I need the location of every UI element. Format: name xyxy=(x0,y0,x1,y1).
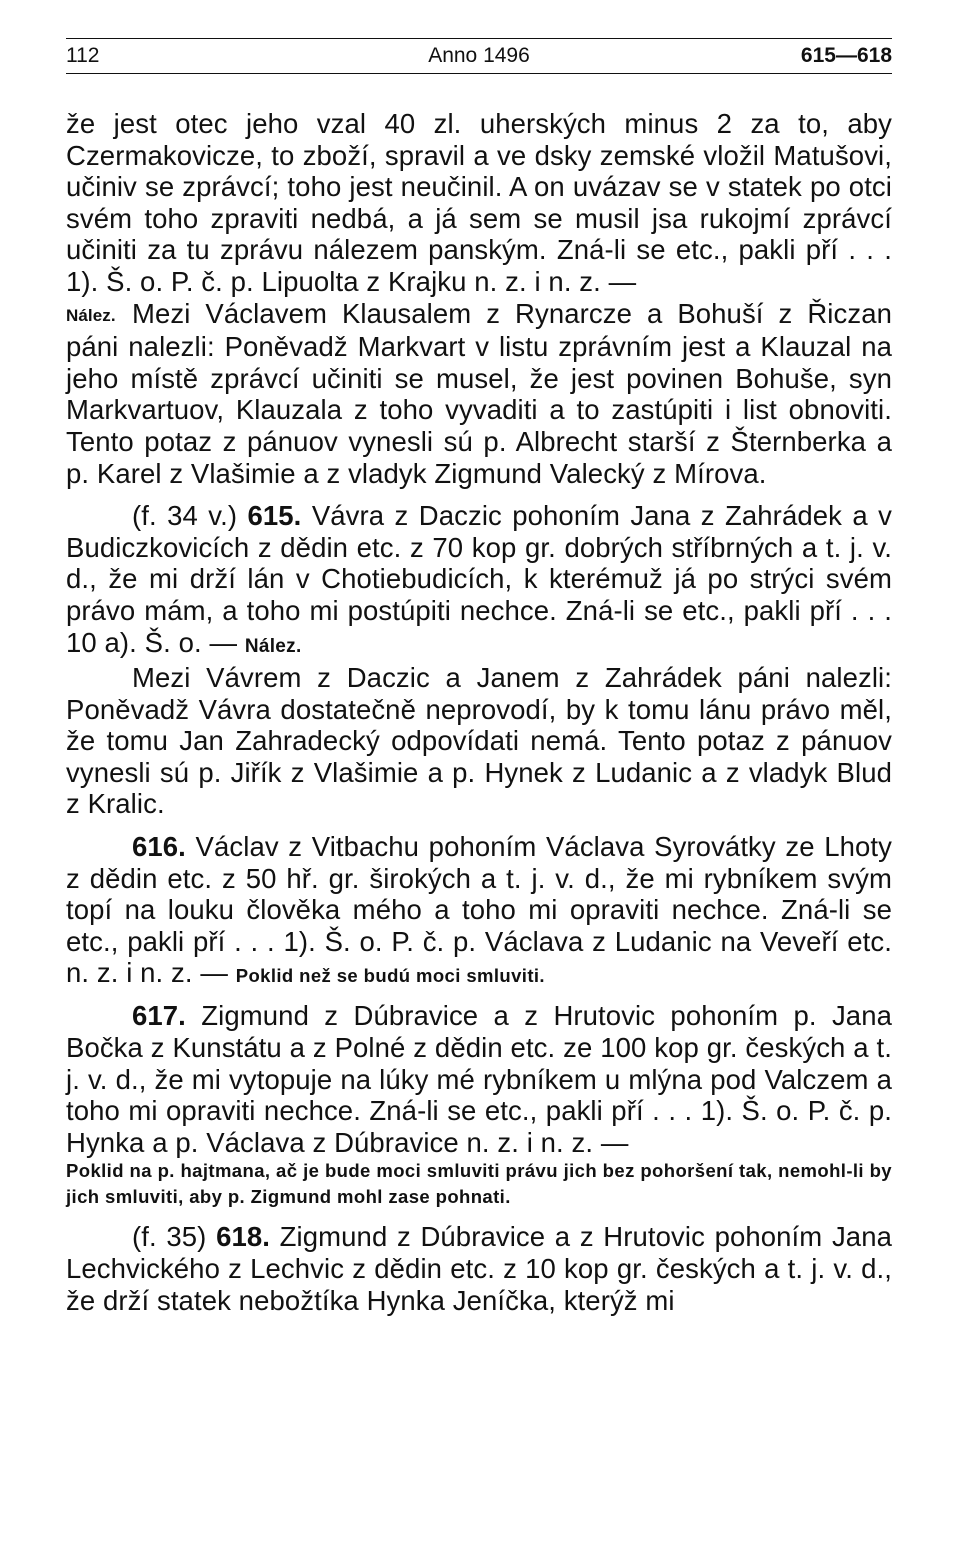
paragraph-continuation: že jest otec jeho vzal 40 zl. uherských minus 2 za to, aby Czermakovicze, to zboží, spravil a ve dsky zemské vložil Matušovi, učiniv se zprávcí; toho jest neučinil. A on uvázav se v statek po otci svém toho zpraviti nedbá, a já sem se musil jsa rukojmí zprávcí učiniti za tu zprávu nálezem panským. Zná-li se etc., pakli pří . . . 1). Š. o. P. č. p. Lipuolta z Krajku n. z. i n. z. — xyxy=(66,108,892,297)
body-text xyxy=(66,108,892,1316)
entry-number: 618. xyxy=(216,1221,270,1253)
entry-text: Václav z Vitbachu pohoním Václava Syrovátky ze Lhoty z dědin etc. z 50 hř. gr. širokých a t. j. v. d., že mi rybníkem svým topí na louku člověka mého a toho mi opraviti nechce. Zná-li se etc., pakli pří . . . 1). Š. o. P. č. p. Václava z Ludanic na Veveří etc. n. z. i n. z. — xyxy=(66,831,892,989)
entry-text: Vávra z Daczic pohoním Jana z Zahrádek a v Budiczkovicích z dědin etc. z 70 kop gr. dobrých stříbrných a t. j. v. d., že mi drží lán v Chotiebudicích, k kterémuž já po strýci svém právo mám, a toho mi postúpiti nechce. Zná-li se etc., pakli pří . . . 10 a). Š. o. — xyxy=(66,500,892,658)
paragraph-ruling-klausal xyxy=(66,298,892,490)
entry-text: Zigmund z Dúbravice a z Hrutovic pohoním p. Jana Bočka z Kunstátu a z Polné z dědin etc. ze 100 kop gr. českých a t. j. v. d., že mi vytopuje na lúky mé rybníkem u mlýna pod Valczem a toho mi opraviti nechce. Zná-li se etc., pakli pří . . . 1). Š. o. P. č. p. Hynka a p. Václava z Dúbravice n. z. i n. z. — xyxy=(66,1000,892,1158)
entry-number: 616. xyxy=(132,831,186,863)
entry-range: 615—618 xyxy=(800,44,892,67)
ruling-text: Mezi Václavem Klausalem z Rynarcze a Bohuší z Řiczan páni nalezli: Poněvadž Markvart v listu zprávním jest a Klauzal na jeho místě zprávcí učiniti se musel, že jest povinen Bohuše, syn Markvartuov, Klauzala z toho vyvaditi a to zastúpiti i list obnoviti. Tento potaz z pánuov vynesli sú p. Albrecht starší z Šternberka a p. Karel z Vlašimie a z vladyk Zigmund Valecký z Mírova. xyxy=(66,297,892,489)
entry-text: Zigmund z Dúbravice a z Hrutovic pohoním Jana Lechvického z Lechvic z dědin etc. z 10 kop gr. českých a t. j. v. d., že drží statek nebožtíka Hynka Jeníčka, kterýž mi xyxy=(66,1221,892,1316)
header-rule-top xyxy=(66,38,892,39)
running-title: Anno 1496 xyxy=(428,44,530,67)
entry-616 xyxy=(66,831,892,989)
folio-ref: (f. 34 v.) xyxy=(132,500,238,532)
running-header xyxy=(66,38,892,74)
page-number: 112 xyxy=(66,44,100,67)
header-rule-bottom xyxy=(66,73,892,74)
ruling-label: Nález. xyxy=(66,305,116,325)
paragraph-ruling-vavra: Mezi Vávrem z Daczic a Janem z Zahrádek páni nalezli: Poněvadž Vávra dostatečně neprovodí, by k tomu lánu právo měl, že tomu Jan Zahradecký odpovídati nemá. Tento potaz z pánuov vynesli sú p. Jiřík z Vlašimie a p. Hynek z Ludanic a z vladyk Blud z Kralic. xyxy=(66,662,892,820)
entry-618 xyxy=(66,1221,892,1316)
entry-615 xyxy=(66,500,892,662)
entry-number: 617. xyxy=(132,1000,186,1032)
entry-note: Poklid na p. hajtmana, ač je bude moci smluviti právu jich bez pohoršení tak, nemohl-li by jich smluviti, aby p. Zigmund mohl zase pohnati. xyxy=(66,1160,892,1208)
ruling-label: Nález. xyxy=(244,635,302,657)
entry-number: 615. xyxy=(247,500,302,532)
entry-617 xyxy=(66,1000,892,1158)
folio-ref: (f. 35) xyxy=(132,1221,207,1253)
entry-note: Poklid než se budú moci smluviti. xyxy=(235,965,545,987)
